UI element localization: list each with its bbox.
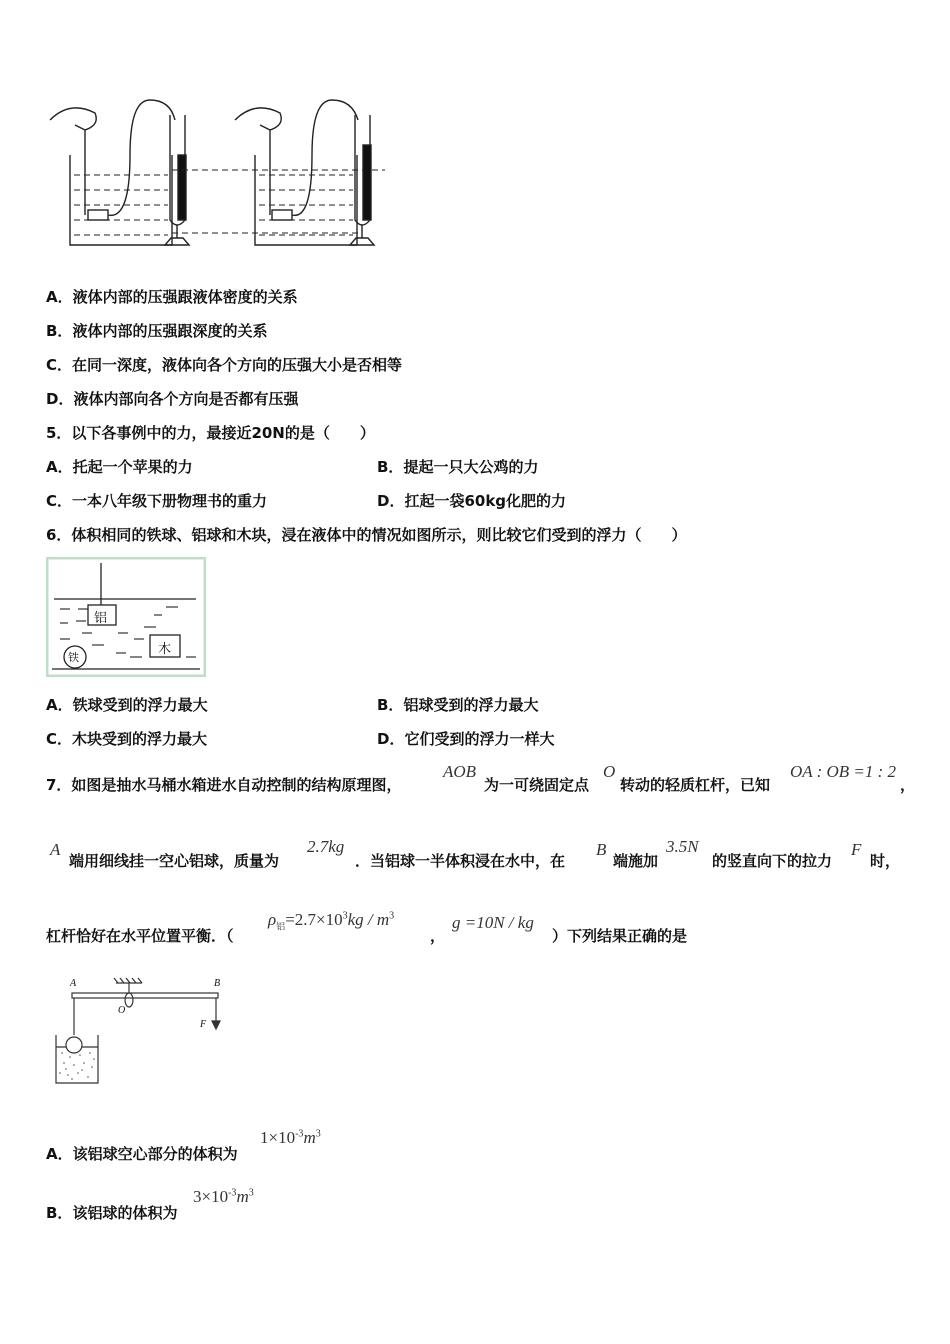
q7-math-force: 3.5N [666,837,699,856]
q7-math-f: F [851,840,862,859]
q7-density: $\rho_铝=2.7\times 10^3kg / m^3$ [268,910,395,932]
q7-text-2: 为一可绕固定点 [484,776,590,794]
q7-text-1: 7．如图是抽水马桶水箱进水自动控制的结构原理图， [46,776,402,794]
q6-option-b: B．铝球受到的浮力最大 [377,696,539,714]
q7-math-ratio: OA : OB =1 : 2 [790,762,897,781]
lever-figure [48,975,238,1090]
q7-text-7: 端施加 [613,852,659,870]
q7-text-3: 转动的轻质杠杆，已知 [620,776,771,794]
q5-option-d: D．扛起一袋60kg化肥的力 [377,492,567,510]
lever-label-o: O [118,1005,126,1016]
lever-label-a: A [70,978,77,989]
q7-sep: ， [430,927,446,945]
q5-option-b: B．提起一只大公鸡的力 [377,458,539,476]
lever-label-f: F [200,1019,207,1030]
q4-option-b: B．液体内部的压强跟深度的关系 [46,322,268,340]
q6-option-c: C．木块受到的浮力最大 [46,730,208,748]
q7-gravity: g =10N / kg [452,913,534,932]
q7-option-a-value: $1\times 10^{-3}m^3$ [260,1128,321,1147]
q4-option-a: A．液体内部的压强跟液体密度的关系 [46,288,298,306]
q4-option-c: C．在同一深度，液体向各个方向的压强大小是否相等 [46,356,403,374]
q7-option-b: B．该铝球的体积为 [46,1204,178,1222]
q7-math-o: O [603,762,616,781]
q6-figure [46,557,206,677]
q7-text-4: ， [900,776,916,794]
q7-option-a: A．该铝球空心部分的体积为 [46,1145,238,1163]
q7-text-9: 时， [870,852,901,870]
pressure-experiment-figure [40,95,400,255]
label-iron: 铁 [68,651,79,664]
q5-stem: 5．以下各事例中的力，最接近20N的是（ ） [46,424,375,442]
q7-text-10: 杠杆恰好在水平位置平衡．（ [46,927,234,945]
q5-option-a: A．托起一个苹果的力 [46,458,193,476]
q7-option-b-value: $3\times 10^{-3}m^3$ [193,1187,254,1206]
q7-text-11: ）下列结果正确的是 [552,927,688,945]
label-aluminum: 铝 [94,611,108,626]
q7-text-5: 端用细线挂一空心铝球，质量为 [69,852,280,870]
q4-option-d: D．液体内部向各个方向是否都有压强 [46,390,299,408]
q7-math-b: B [596,840,607,859]
q7-math-mass: 2.7kg [307,837,345,856]
q6-stem: 6．体积相同的铁球、铝球和木块，浸在液体中的情况如图所示，则比较它们受到的浮力（ ） [46,526,687,544]
q7-math-aob: AOB [443,762,477,781]
lever-label-b: B [214,978,221,989]
label-wood: 木 [158,642,172,657]
q5-option-c: C．一本八年级下册物理书的重力 [46,492,268,510]
q7-text-8: 的竖直向下的拉力 [712,852,833,870]
q6-option-d: D．它们受到的浮力一样大 [377,730,555,748]
q7-math-a: A [50,840,61,859]
q7-text-6: ．当铝球一半体积浸在水中，在 [355,852,566,870]
q6-option-a: A．铁球受到的浮力最大 [46,696,208,714]
